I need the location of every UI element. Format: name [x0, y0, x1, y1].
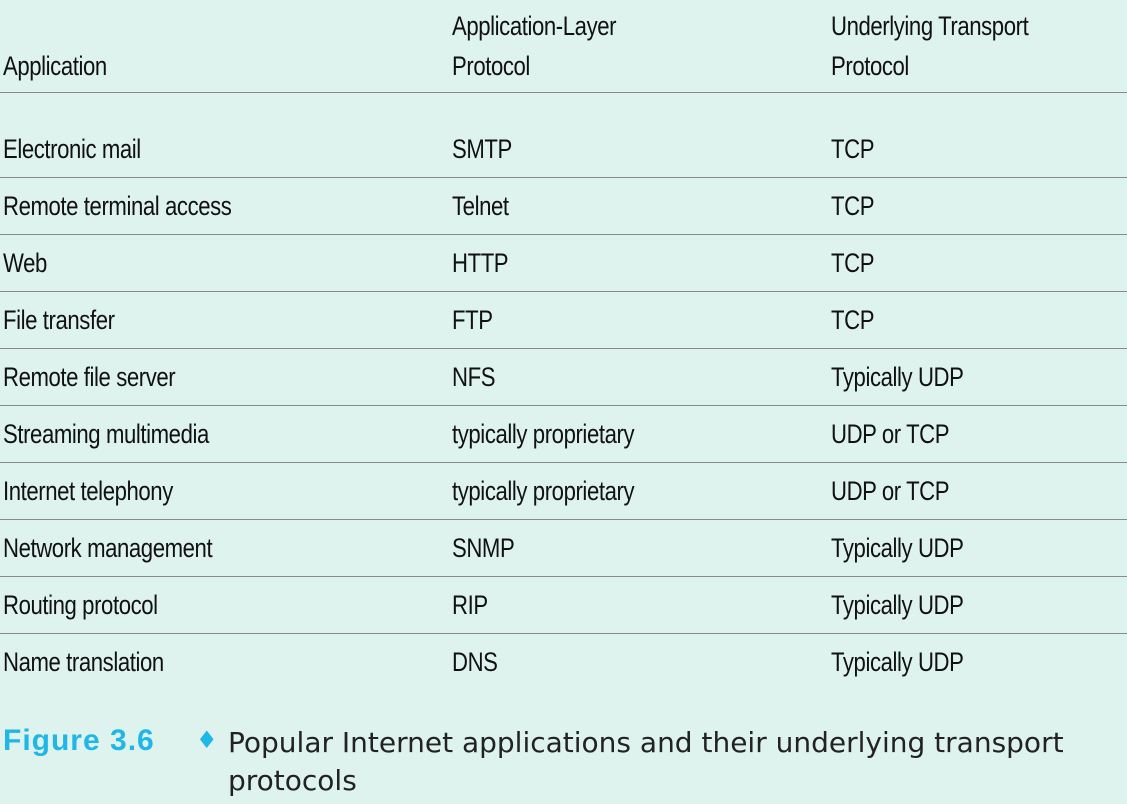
- header-transport-line2: Protocol: [831, 51, 909, 81]
- diamond-icon: ♦: [196, 726, 218, 754]
- header-application-label: Application: [3, 51, 107, 81]
- cell-protocol: Telnet: [452, 191, 509, 221]
- cell-transport: TCP: [831, 134, 875, 164]
- cell-protocol: FTP: [452, 305, 493, 335]
- cell-protocol: SMTP: [452, 134, 512, 164]
- cell-protocol: typically proprietary: [452, 476, 635, 506]
- table-row: [0, 292, 1127, 349]
- cell-transport: TCP: [831, 191, 875, 221]
- caption-text: Popular Internet applications and their underlying transport protocols: [228, 726, 1064, 797]
- cell-application: Routing protocol: [3, 590, 158, 620]
- table-row: [0, 577, 1127, 634]
- table-row: [0, 349, 1127, 406]
- cell-application: Streaming multimedia: [3, 419, 209, 449]
- cell-transport: TCP: [831, 305, 875, 335]
- table-header: [0, 0, 1127, 93]
- cell-transport: TCP: [831, 248, 875, 278]
- figure-caption: [0, 686, 1127, 804]
- cell-transport: Typically UDP: [831, 647, 964, 677]
- table-row: [0, 406, 1127, 463]
- cell-application: Web: [3, 248, 47, 278]
- table-row: [0, 463, 1127, 520]
- cell-transport: UDP or TCP: [831, 476, 950, 506]
- header-application: [3, 46, 107, 86]
- table-row: [0, 121, 1127, 178]
- cell-transport: UDP or TCP: [831, 419, 950, 449]
- cell-protocol: RIP: [452, 590, 488, 620]
- figure-label: Figure 3.6: [3, 724, 155, 757]
- cell-protocol: NFS: [452, 362, 496, 392]
- header-spacer: [0, 93, 1127, 121]
- cell-protocol: DNS: [452, 647, 498, 677]
- cell-transport: Typically UDP: [831, 590, 964, 620]
- header-app-protocol-line2: Protocol: [452, 51, 530, 81]
- header-transport: [831, 6, 1028, 86]
- cell-application: Remote file server: [3, 362, 176, 392]
- cell-transport: Typically UDP: [831, 533, 964, 563]
- cell-application: Network management: [3, 533, 213, 563]
- header-app-protocol-line1: Application-Layer: [452, 11, 617, 41]
- header-transport-line1: Underlying Transport: [831, 11, 1029, 41]
- cell-transport: Typically UDP: [831, 362, 964, 392]
- cell-application: Electronic mail: [3, 134, 141, 164]
- cell-protocol: SNMP: [452, 533, 515, 563]
- table-body: [0, 121, 1127, 691]
- cell-protocol: typically proprietary: [452, 419, 635, 449]
- cell-application: Internet telephony: [3, 476, 173, 506]
- table-row: [0, 634, 1127, 691]
- table-row: [0, 520, 1127, 577]
- cell-application: File transfer: [3, 305, 115, 335]
- table-row: [0, 178, 1127, 235]
- cell-application: Name translation: [3, 647, 164, 677]
- header-app-protocol: [452, 6, 616, 86]
- table-row: [0, 235, 1127, 292]
- cell-protocol: HTTP: [452, 248, 509, 278]
- cell-application: Remote terminal access: [3, 191, 232, 221]
